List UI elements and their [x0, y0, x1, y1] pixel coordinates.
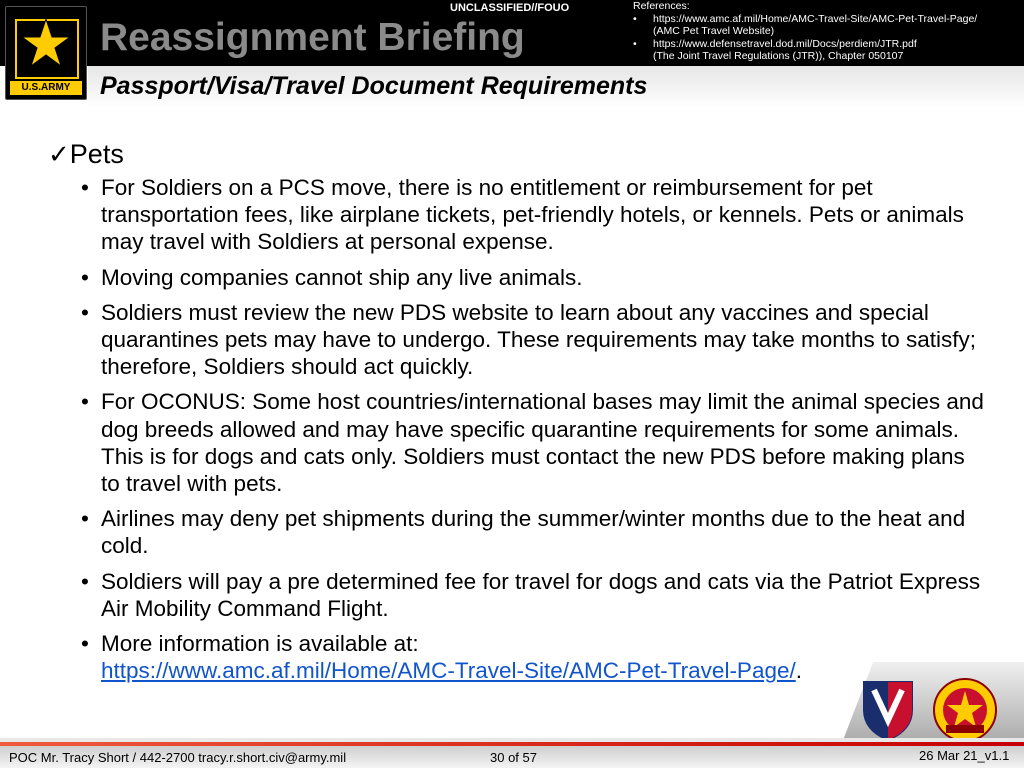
slide-content	[48, 138, 988, 692]
reference-item	[633, 38, 1023, 63]
bullet-icon: •	[81, 506, 89, 532]
list-item-text: More information is available at:	[101, 631, 419, 657]
slide-subtitle: Passport/Visa/Travel Document Requirements	[100, 72, 648, 100]
reference-note: (The Joint Travel Regulations (JTR)), Chapter 050107	[653, 50, 904, 62]
logo-text: U.S.ARMY	[10, 81, 82, 95]
bullet-icon: •	[633, 12, 637, 25]
reference-url[interactable]: https://www.amc.af.mil/Home/AMC-Travel-Site/AMC-Pet-Travel-Page/	[653, 12, 978, 25]
checkmark-icon: ✓	[48, 139, 70, 169]
reference-note: (AMC Pet Travel Website)	[653, 25, 775, 37]
list-item	[48, 630, 988, 684]
reference-item	[633, 13, 1023, 38]
bullet-icon: •	[81, 264, 89, 290]
classification-label: UNCLASSIFIED//FOUO	[450, 2, 570, 14]
army-star-icon	[20, 11, 72, 77]
shield-icon	[862, 680, 914, 742]
list-item-text: Airlines may deny pet shipments during the summer/winter months due to the heat and cold.	[101, 506, 966, 559]
link-suffix: .	[795, 658, 802, 684]
seal-icon	[932, 677, 998, 743]
list-item-text: For Soldiers on a PCS move, there is no entitlement or reimbursement for pet transportation fees, like airplane tickets, pet-friendly hotels, or kennels. Pets or animals may travel with Soldiers at personal expense.	[101, 175, 964, 255]
bullet-icon: •	[81, 299, 89, 325]
us-army-logo	[5, 6, 87, 100]
list-item	[48, 299, 988, 381]
list-item	[48, 388, 988, 497]
list-item-text: Soldiers must review the new PDS website to learn about any vaccines and special quarantines pets may have to undergo. These requirements may take months to satisfy; therefore, Soldiers should act quickly.	[101, 299, 977, 380]
footer-date: 26 Mar 21_v1.1	[919, 748, 1010, 763]
list-item	[48, 568, 988, 622]
section-heading-text: Pets	[69, 139, 124, 169]
pet-travel-link[interactable]: https://www.amc.af.mil/Home/AMC-Travel-Site/AMC-Pet-Travel-Page/	[101, 658, 796, 684]
page-title: Reassignment Briefing	[100, 16, 525, 59]
list-item-text: For OCONUS: Some host countries/international bases may limit the animal species and dog breeds allowed and may have specific quarantine requirements for some animals. This is for dogs and cats only. Soldiers must contact the new PDS before making plans to travel with pets.	[101, 389, 984, 497]
page-number: 30 of 57	[490, 750, 537, 765]
section-heading	[48, 138, 988, 170]
references-block	[633, 0, 1023, 63]
bullet-list	[48, 174, 988, 684]
list-item	[48, 174, 988, 256]
bullet-icon: •	[81, 175, 89, 200]
list-item-text: Soldiers will pay a pre determined fee for travel for dogs and cats via the Patriot Express Air Mobility Command Flight.	[101, 568, 981, 621]
list-item-text: Moving companies cannot ship any live animals.	[101, 264, 583, 290]
list-item	[48, 264, 988, 291]
reference-url[interactable]: https://www.defensetravel.dod.mil/Docs/perdiem/JTR.pdf	[653, 37, 917, 50]
footer-poc: POC Mr. Tracy Short / 442-2700 tracy.r.short.civ@army.mil	[9, 750, 347, 765]
bullet-icon: •	[81, 568, 89, 594]
references-label: References:	[633, 0, 690, 12]
bullet-icon: •	[633, 37, 637, 50]
bullet-icon: •	[81, 631, 89, 657]
list-item	[48, 505, 988, 559]
bullet-icon: •	[81, 389, 89, 415]
